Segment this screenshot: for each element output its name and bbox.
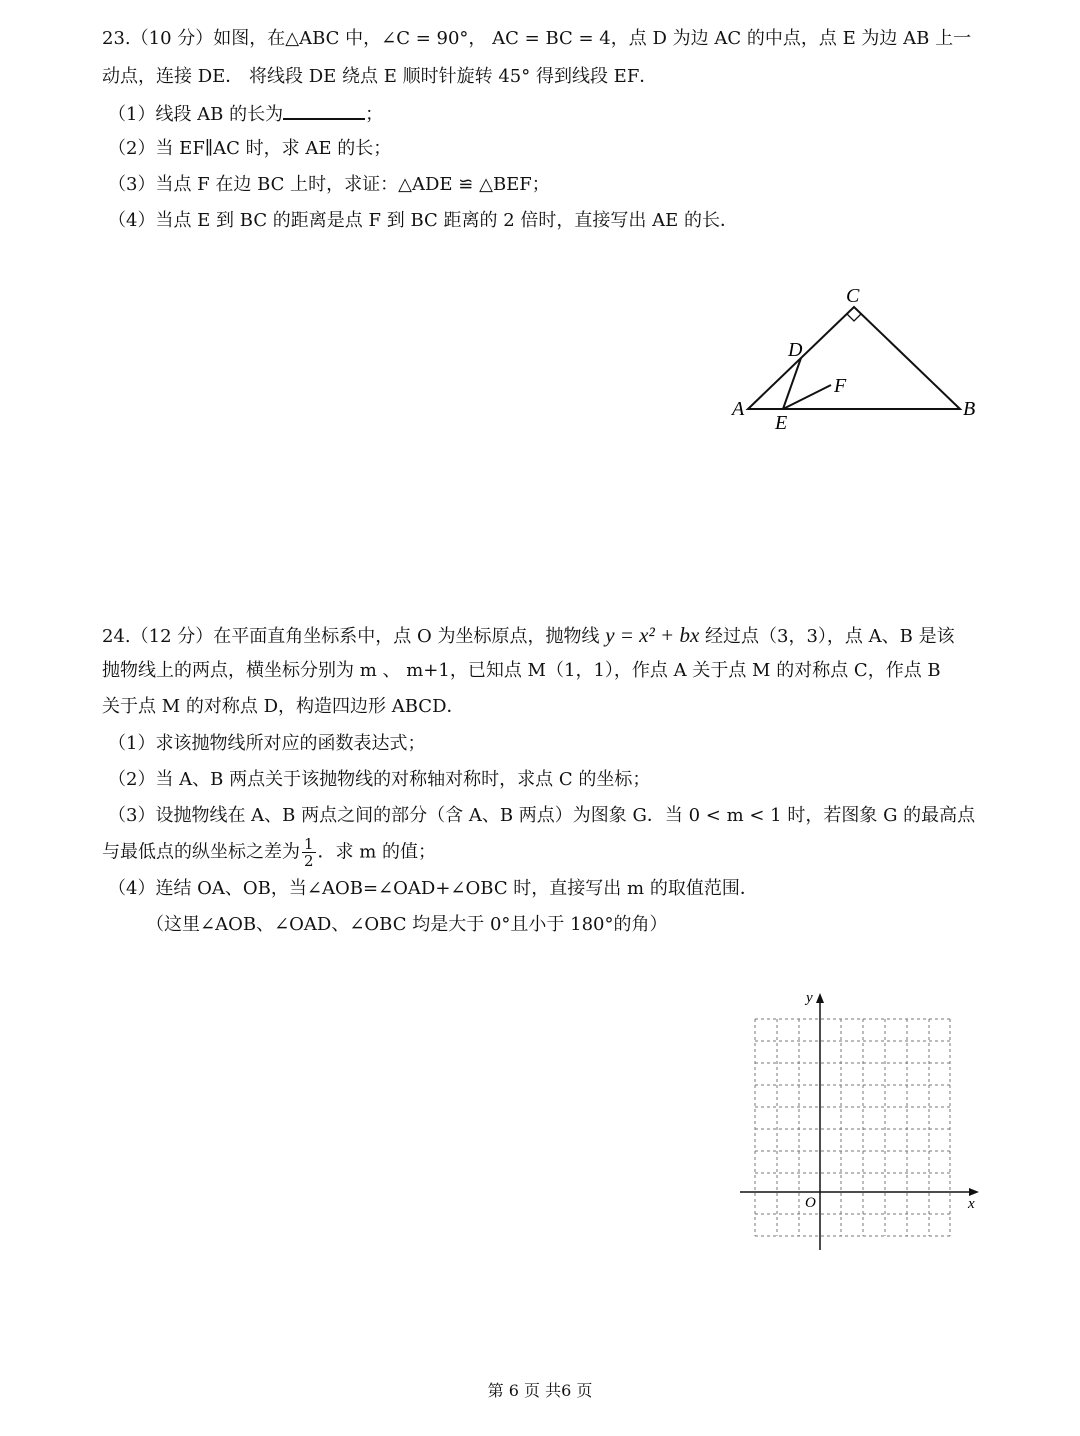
coordinate-grid (730, 985, 990, 1255)
q23-part4: （4）当点 E 到 BC 的距离是点 F 到 BC 距离的 2 倍时，直接写出 AE 的长． (108, 210, 738, 231)
q23-part2: （2）当 EF∥AC 时，求 AE 的长； (108, 138, 392, 159)
fraction-numerator: 1 (304, 835, 314, 853)
q23-part1 (108, 100, 383, 128)
label-d: D (788, 339, 803, 361)
q24-part3-pre: 与最低点的纵坐标之差为 (102, 841, 300, 863)
page-footer: 第 6 页 共6 页 (487, 1381, 593, 1400)
label-b: B (963, 398, 976, 420)
fraction-one-half (302, 836, 316, 869)
q23-header: 23.（10 分）如图，在△ABC 中，∠C = 90°， AC = BC = 4，点 D 为边 AC 的中点，点 E 为边 AB 上一 (102, 28, 972, 49)
q23-part1-end: ； (365, 104, 384, 125)
q24-part3-post: ．求 m 的值； (317, 841, 437, 863)
triangle-figure (720, 280, 990, 440)
label-a: A (732, 398, 745, 420)
parabola-formula: y = x² + bx (605, 623, 700, 647)
q24-header (102, 622, 955, 650)
right-angle-mark (847, 314, 861, 321)
q23-part1-text: （1）线段 AB 的长为 (108, 104, 284, 125)
q24-part2: （2）当 A、B 两点关于该抛物线的对称轴对称时，求点 C 的坐标； (108, 769, 651, 790)
origin-label: O (805, 1195, 816, 1211)
q24-line2: 抛物线上的两点，横坐标分别为 m 、 m+1，已知点 M（1，1），作点 A 关于点 M 的对称点 C，作点 B (102, 660, 941, 681)
fraction-denominator: 2 (304, 852, 314, 870)
q24-line3: 关于点 M 的对称点 D，构造四边形 ABCD． (102, 696, 465, 717)
grid-lines (755, 1019, 950, 1236)
q24-part1: （1）求该抛物线所对应的函数表达式； (108, 733, 426, 754)
q23-part3: （3）当点 F 在边 BC 上时，求证：△ADE ≌ △BEF； (108, 174, 550, 195)
y-axis-arrow-icon (816, 993, 824, 1003)
q24-header-a: 24.（12 分）在平面直角坐标系中，点 O 为坐标原点，抛物线 (102, 626, 600, 647)
triangle-abc (748, 307, 960, 409)
y-axis-label: y (806, 990, 813, 1006)
q24-note: （这里∠AOB、∠OAD、∠OBC 均是大于 0°且小于 180°的角） (146, 914, 668, 935)
label-e: E (775, 412, 788, 434)
q24-header-b: 经过点（3，3），点 A、B 是该 (705, 626, 955, 647)
x-axis-label: x (968, 1196, 975, 1212)
q24-part3: （3）设抛物线在 A、B 两点之间的部分（含 A、B 两点）为图象 G．当 0 < m < 1 时，若图象 G 的最高点 (108, 805, 976, 826)
label-f: F (834, 375, 847, 397)
answer-blank[interactable] (283, 100, 365, 120)
q24-part4: （4）连结 OA、OB，当∠AOB=∠OAD+∠OBC 时，直接写出 m 的取值范围． (108, 878, 758, 899)
q23-line2: 动点，连接 DE． 将线段 DE 绕点 E 顺时针旋转 45° 得到线段 EF． (102, 66, 658, 87)
label-c: C (846, 285, 860, 307)
x-axis-arrow-icon (969, 1188, 979, 1196)
q24-part3-line2 (102, 836, 436, 869)
